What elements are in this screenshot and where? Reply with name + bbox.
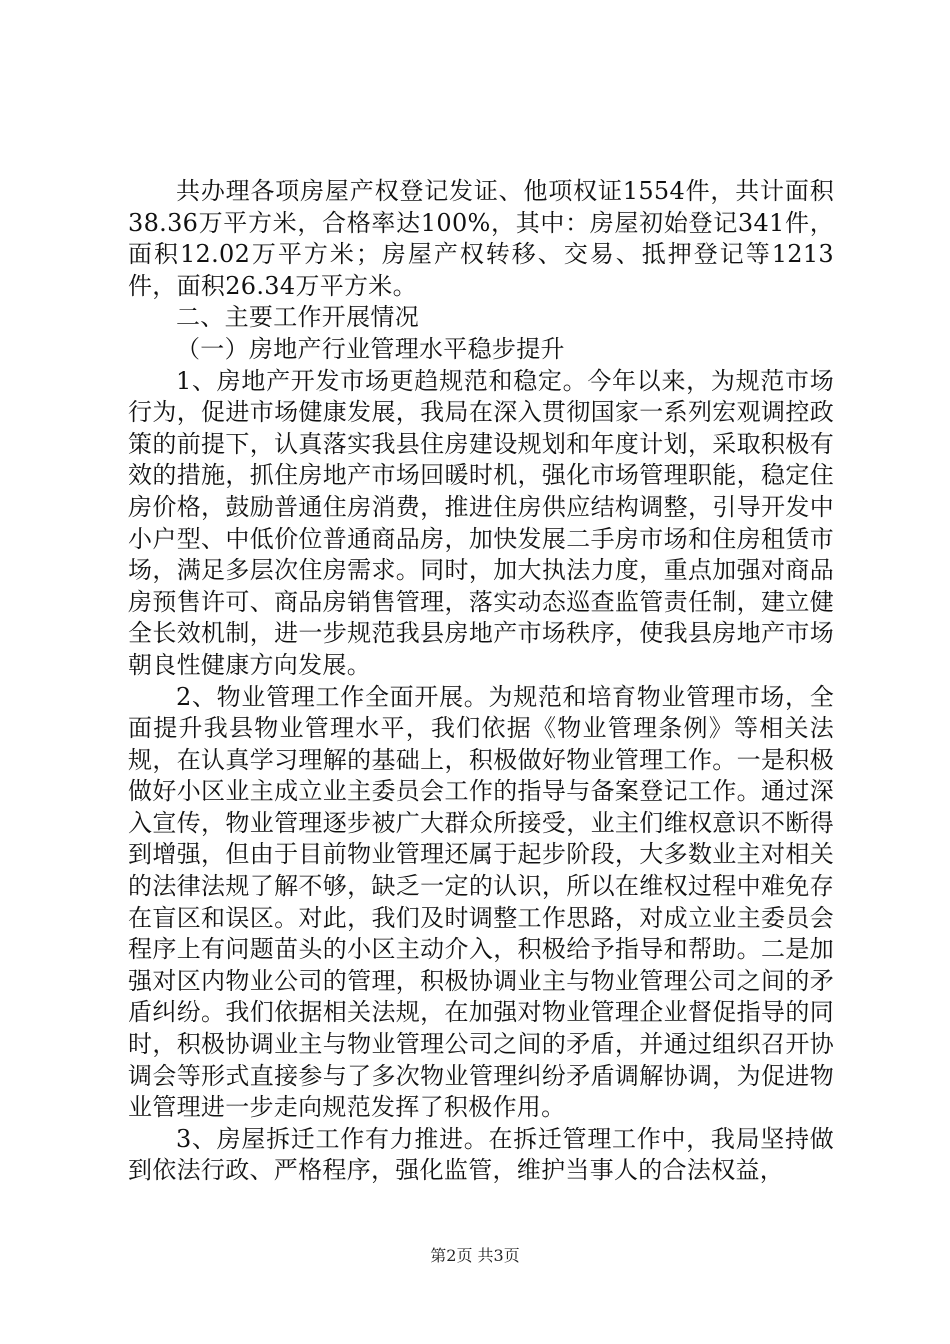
page-footer: 第2页 共3页 [430, 1246, 520, 1265]
document-body [128, 176, 834, 1187]
subsection-heading-real-estate: （一）房地产行业管理水平稳步提升 [176, 334, 565, 363]
paragraph-registration-stats: 共办理各项房屋产权登记发证、他项权证1554件，共计面积38.36万平方米，合格率达100%，其中：房屋初始登记341件，面积12.02万平方米；房屋产权转移、交易、抵押登记等1213件，面积26.34万平方米。 [128, 177, 834, 300]
paragraph-property-management: 2、物业管理工作全面开展。为规范和培育物业管理市场，全面提升我县物业管理水平，我们依据《物业管理条例》等相关法规，在认真学习理解的基础上，积极做好物业管理工作。一是积极做好小区业主成立业主委员会工作的指导与备案登记工作。通过深入宣传，物业管理逐步被广大群众所接受，业主们维权意识不断得到增强，但由于目前物业管理还属于起步阶段，大多数业主对相关的法律法规了解不够，缺乏一定的认识，所以在维权过程中难免存在盲区和误区。对此，我们及时调整工作思路，对成立业主委员会程序上有问题苗头的小区主动介入，积极给予指导和帮助。二是加强对区内物业公司的管理，积极协调业主与物业管理公司之间的矛盾纠纷。我们依据相关法规，在加强对物业管理企业督促指导的同时，积极协调业主与物业管理公司之间的矛盾，并通过组织召开协调会等形式直接参与了多次物业管理纠纷矛盾调解协调，为促进物业管理进一步走向规范发挥了积极作用。 [128, 682, 834, 1122]
paragraph-demolition: 3、房屋拆迁工作有力推进。在拆迁管理工作中，我局坚持做到依法行政、严格程序，强化监管，维护当事人的合法权益， [128, 1124, 834, 1185]
paragraph-development-market: 1、房地产开发市场更趋规范和稳定。今年以来，为规范市场行为，促进市场健康发展，我局在深入贯彻国家一系列宏观调控政策的前提下，认真落实我县住房建设规划和年度计划，采取积极有效的措施，抓住房地产市场回暖时机，强化市场管理职能，稳定住房价格，鼓励普通住房消费，推进住房供应结构调整，引导开发中小户型、中低价位普通商品房，加快发展二手房市场和住房租赁市场，满足多层次住房需求。同时，加大执法力度，重点加强对商品房预售许可、商品房销售管理，落实动态巡查监管责任制，建立健全长效机制，进一步规范我县房地产市场秩序，使我县房地产市场朝良性健康方向发展。 [128, 366, 834, 679]
section-heading-main-work: 二、主要工作开展情况 [176, 303, 419, 332]
